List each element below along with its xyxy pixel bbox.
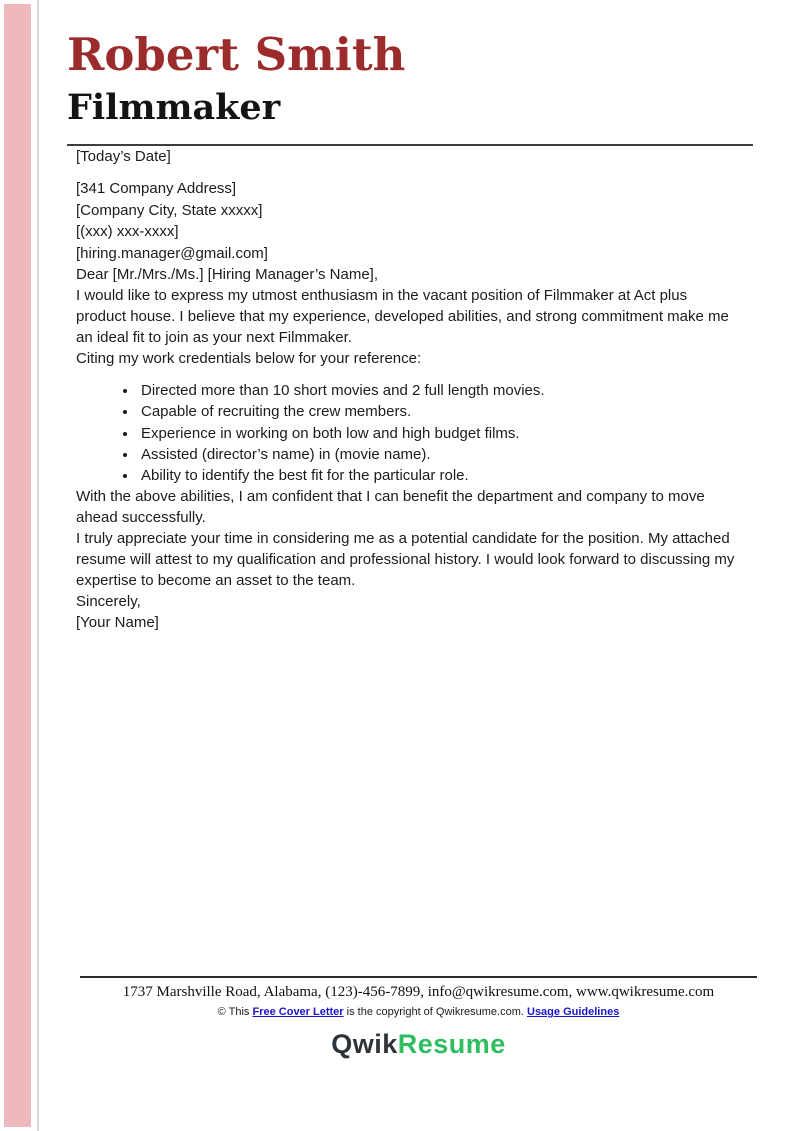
intro-paragraph: I would like to express my utmost enthusiasm in the vacant position of Filmmaker at Act plus product house. I believe that my experience, developed abilities, and strong commitment make me an ideal fit to join as your next Filmmaker. [76,287,729,346]
credential-item: • Directed more than 10 short movies and 2 full length movies. [138,380,736,401]
copyright-middle: is the copyright of Qwikresume.com. [346,1006,524,1018]
recipient-address-block [76,178,736,264]
letter-content [67,0,755,633]
footer-divider [80,976,757,978]
free-cover-letter-link[interactable]: Free Cover Letter [252,1006,344,1018]
signature-placeholder: [Your Name] [76,614,159,632]
candidate-job-title: Filmmaker [67,87,281,129]
credentials-lead: Citing my work credentials below for your reference: [76,350,422,367]
credential-item: • Capable of recruiting the crew members. [138,401,736,422]
address-line: [hiring.manager@gmail.com] [76,244,268,262]
signoff: Sincerely, [76,593,141,611]
qwikresume-logo [80,1029,757,1060]
credential-item: • Experience in working on both low and high budget films. [138,423,736,444]
address-line: [Company City, State xxxxx] [76,201,263,219]
accent-hairline [37,0,39,1131]
usage-guidelines-link[interactable]: Usage Guidelines [527,1006,620,1018]
copyright-prefix: This [228,1006,250,1018]
accent-stripe [4,4,31,1127]
closing-paragraph: I truly appreciate your time in considering me as a potential candidate for the position. My attached resume will attest to my qualification and professional history. I would look forward to discussing my expertise to become an asset to the team. [76,530,735,590]
logo-text-resume: Resume [397,1029,506,1059]
credential-item: • Assisted (director’s name) in (movie name). [138,444,736,465]
letter-body [76,146,736,633]
address-line: [341 Company Address] [76,180,237,197]
confidence-paragraph: With the above abilities, I am confident that I can benefit the department and company to move ahead successfully. [76,488,705,527]
copyright-icon: © [217,1006,226,1018]
credentials-list [76,380,736,486]
candidate-name: Robert Smith [67,28,406,81]
salutation: Dear [Mr./Mrs./Ms.] [Hiring Manager’s Name], [76,266,379,283]
footer-contact-line: 1737 Marshville Road, Alabama, (123)-456-7899, info@qwikresume.com, www.qwikresume.com [122,984,715,1000]
date-placeholder: [Today’s Date] [76,148,171,165]
letter-header [67,28,755,146]
address-line: [(xxx) xxx-xxxx] [76,223,179,240]
credential-item: • Ability to identify the best fit for the particular role. [138,465,736,486]
logo-text-qwik: Qwik [331,1029,398,1059]
footer-copyright-line [80,1006,757,1018]
